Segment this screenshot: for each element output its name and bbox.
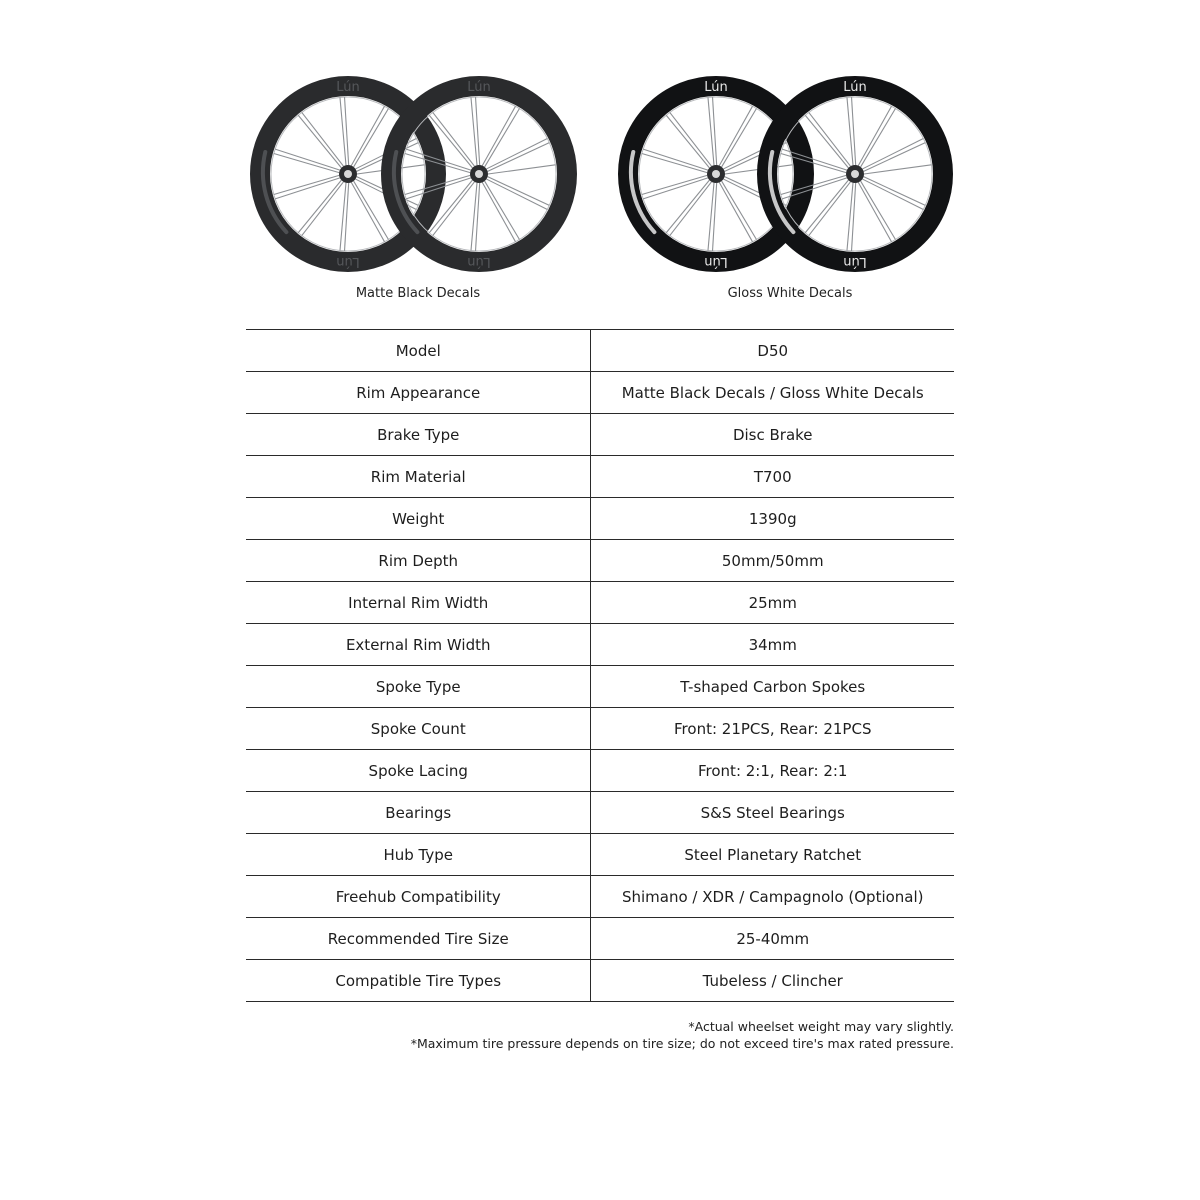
weight-footnote: *Actual wheelset weight may vary slightly. bbox=[688, 1019, 954, 1034]
spec-row bbox=[246, 918, 954, 960]
wheelset-illustration bbox=[0, 0, 1200, 300]
wheel-logo: Lún bbox=[336, 254, 360, 269]
spec-key: Compatible Tire Types bbox=[246, 960, 591, 1002]
wheel-logo: Lún bbox=[843, 254, 867, 269]
spec-value: T700 bbox=[591, 456, 954, 498]
product-images bbox=[0, 0, 1200, 320]
wheel-logo: Lún bbox=[336, 80, 360, 95]
spec-key: Internal Rim Width bbox=[246, 582, 591, 624]
spec-row bbox=[246, 834, 954, 876]
wheel-logo: Lún bbox=[467, 80, 491, 95]
spec-row bbox=[246, 414, 954, 456]
spec-value: 1390g bbox=[591, 498, 954, 540]
spec-table bbox=[246, 329, 954, 1002]
spec-key: External Rim Width bbox=[246, 624, 591, 666]
spec-key: Rim Material bbox=[246, 456, 591, 498]
spec-key: Brake Type bbox=[246, 414, 591, 456]
spec-key: Freehub Compatibility bbox=[246, 876, 591, 918]
spec-row bbox=[246, 792, 954, 834]
spec-value: 25mm bbox=[591, 582, 954, 624]
spec-value: Disc Brake bbox=[591, 414, 954, 456]
matte-black-caption: Matte Black Decals bbox=[355, 286, 481, 301]
spec-value: Matte Black Decals / Gloss White Decals bbox=[591, 372, 954, 414]
spec-value: Shimano / XDR / Campagnolo (Optional) bbox=[591, 876, 954, 918]
spec-value: D50 bbox=[591, 330, 954, 372]
spec-row bbox=[246, 750, 954, 792]
wheel-2 bbox=[391, 80, 567, 269]
spec-row bbox=[246, 666, 954, 708]
spec-row bbox=[246, 708, 954, 750]
spec-key: Spoke Lacing bbox=[246, 750, 591, 792]
spec-value: S&S Steel Bearings bbox=[591, 792, 954, 834]
spec-row bbox=[246, 456, 954, 498]
gloss-white-caption: Gloss White Decals bbox=[727, 286, 853, 301]
spec-value: T-shaped Carbon Spokes bbox=[591, 666, 954, 708]
spec-value: Front: 21PCS, Rear: 21PCS bbox=[591, 708, 954, 750]
spec-row bbox=[246, 624, 954, 666]
spec-key: Spoke Count bbox=[246, 708, 591, 750]
spec-row bbox=[246, 960, 954, 1002]
spec-value: 50mm/50mm bbox=[591, 540, 954, 582]
pressure-footnote: *Maximum tire pressure depends on tire size; do not exceed tire's max rated pressure. bbox=[410, 1036, 954, 1051]
wheel-logo: Lún bbox=[704, 80, 728, 95]
spec-value: 25-40mm bbox=[591, 918, 954, 960]
spec-row bbox=[246, 582, 954, 624]
spec-row bbox=[246, 372, 954, 414]
wheel-logo: Lún bbox=[467, 254, 491, 269]
footnotes bbox=[246, 1018, 954, 1052]
spec-row bbox=[246, 876, 954, 918]
spec-key: Weight bbox=[246, 498, 591, 540]
spec-key: Rim Appearance bbox=[246, 372, 591, 414]
spec-value: Tubeless / Clincher bbox=[591, 960, 954, 1002]
spec-key: Spoke Type bbox=[246, 666, 591, 708]
wheel-logo: Lún bbox=[704, 254, 728, 269]
spec-key: Rim Depth bbox=[246, 540, 591, 582]
spec-row bbox=[246, 540, 954, 582]
wheel-logo: Lún bbox=[843, 80, 867, 95]
spec-value: Steel Planetary Ratchet bbox=[591, 834, 954, 876]
spec-key: Recommended Tire Size bbox=[246, 918, 591, 960]
spec-row bbox=[246, 498, 954, 540]
spec-key: Model bbox=[246, 330, 591, 372]
spec-value: 34mm bbox=[591, 624, 954, 666]
spec-value: Front: 2:1, Rear: 2:1 bbox=[591, 750, 954, 792]
spec-row bbox=[246, 330, 954, 372]
spec-key: Bearings bbox=[246, 792, 591, 834]
spec-key: Hub Type bbox=[246, 834, 591, 876]
